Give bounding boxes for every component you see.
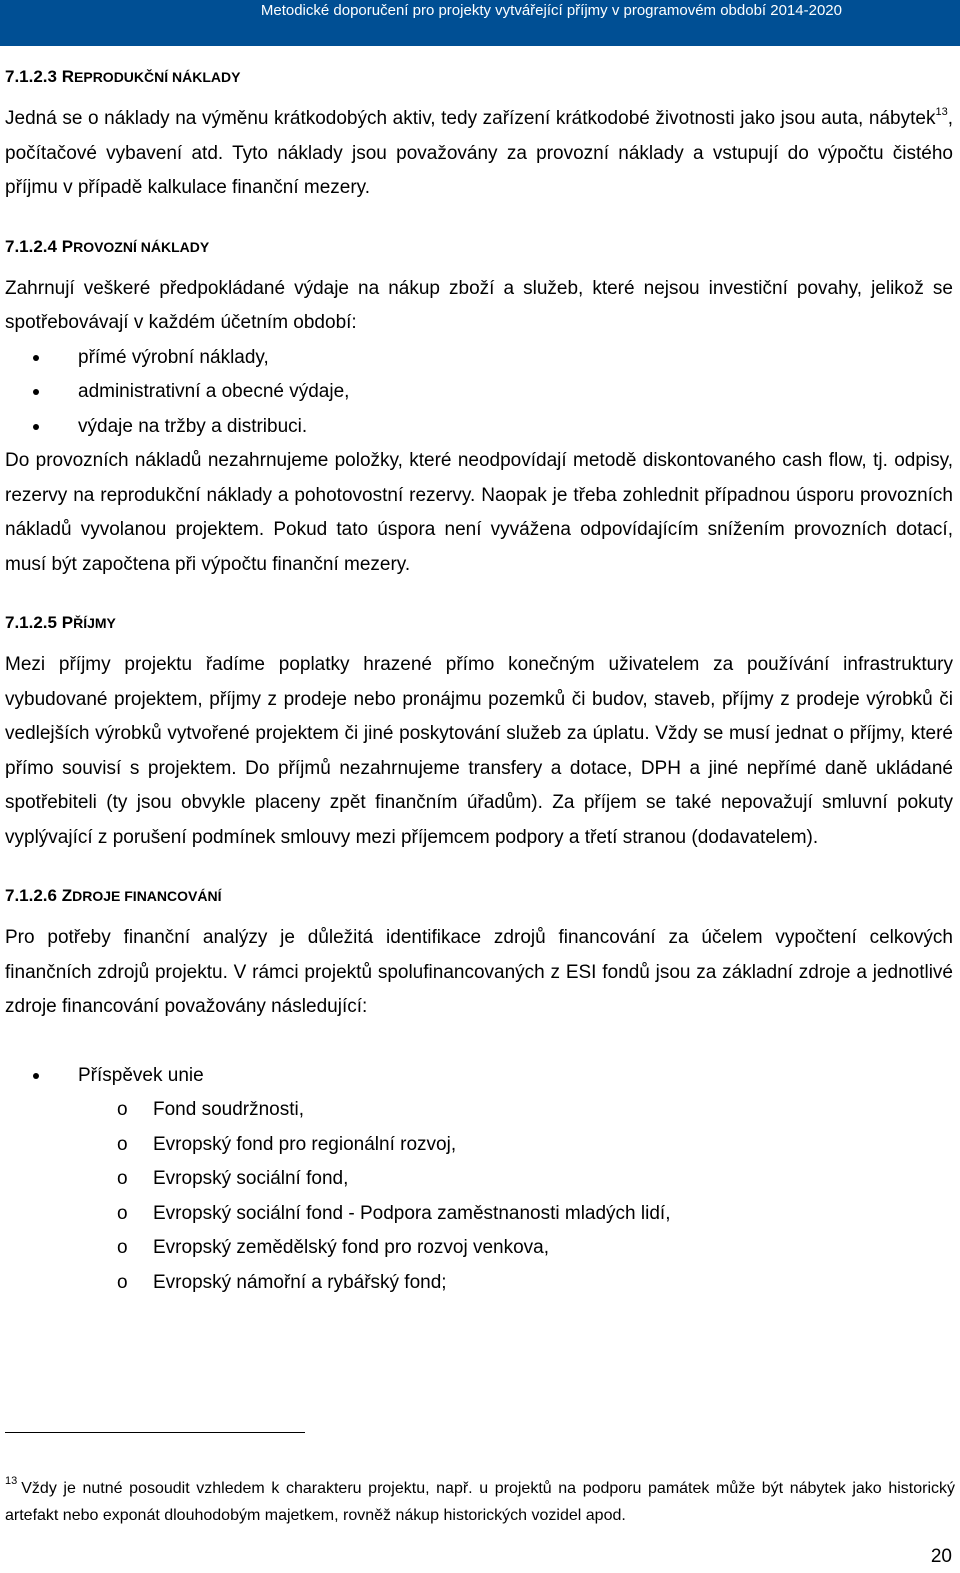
footnote-number: 13 bbox=[5, 1475, 18, 1487]
sub-bullet-marker: o bbox=[117, 1202, 128, 1224]
list-item bbox=[5, 375, 953, 410]
list-item bbox=[5, 410, 953, 445]
paragraph-provozni: Do provozních nákladů nezahrnujeme položky, které neodpovídají metodě diskontovaného cash flow, tj. odpisy, rezervy na reprodukční náklady a pohotovostní rezervy. Naopak je třeba zohlednit případnou úsporu provozních nákladů vyvolanou projektem. Pokud tato úspora není vyvážena odpovídajícím snížením provozních dotací, musí být započtena při výpočtu finanční mezery. bbox=[5, 450, 953, 575]
sub-list-fondy bbox=[5, 1093, 953, 1300]
paragraph-provozni-intro: Zahrnují veškeré předpokládané výdaje na nákup zboží a služeb, které nejsou investiční povahy, jelikož se spotřebovávají v každém účetním období: bbox=[5, 277, 953, 333]
sub-list-item bbox=[5, 1231, 953, 1266]
bullet-icon bbox=[33, 424, 39, 430]
section-title-initial: Z bbox=[61, 886, 73, 905]
section-title-initial: R bbox=[61, 67, 75, 86]
sub-list-item-text: Evropský námořní a rybářský fond; bbox=[153, 1271, 447, 1293]
section-title-rest: EPRODUKČNÍ NÁKLADY bbox=[74, 69, 241, 85]
paragraph-reprodukcni bbox=[5, 102, 953, 206]
sub-bullet-marker: o bbox=[117, 1168, 128, 1189]
sub-list-item bbox=[5, 1093, 953, 1128]
sub-list-item bbox=[5, 1128, 953, 1163]
sub-bullet-marker: o bbox=[117, 1133, 128, 1155]
bullet-icon bbox=[33, 389, 39, 395]
list-item bbox=[5, 1059, 953, 1094]
section-number: 7.1.2.6 bbox=[5, 886, 57, 905]
sub-bullet-marker: o bbox=[117, 1099, 128, 1120]
paragraph-zdroje: Pro potřeby finanční analýzy je důležitá identifikace zdrojů financování za účelem vypočtení celkových finančních zdrojů projektu. V rámci projektů spolufinancovaných z ESI fondů jsou za základní zdroje a jednotlivé zdroje financování považovány následující: bbox=[5, 927, 953, 1017]
list-item-text: přímé výrobní náklady, bbox=[78, 346, 269, 368]
sub-list-item bbox=[5, 1266, 953, 1301]
paragraph-prijmy: Mezi příjmy projektu řadíme poplatky hrazené přímo konečným uživatelem za používání infrastruktury vybudované projektem, příjmy z prodeje nebo pronájmu pozemků či budov, staveb, příjmy z prodeje výrobků či vedlejších výrobků vytvořené projektem či jiné poskytování služeb za úplatu. Vždy se musí jednat o příjmy, které přímo souvisí s projektem. Do příjmů nezahrnujeme transfery a dotace, DPH a jiné nepřímé daně ukládané spotřebiteli (ty jsou obvykle placeny zpět finančním úřadům). Za příjem se také nepovažují smluvní pokuty vyplývající z porušení podmínek smlouvy mezi příjemcem podpory a třetí stranou (dodavatelem). bbox=[5, 654, 953, 848]
section-title-rest: DROJE FINANCOVÁNÍ bbox=[72, 888, 222, 904]
section-title-initial: P bbox=[61, 613, 74, 632]
sub-list-item-text: Evropský zemědělský fond pro rozvoj venkova, bbox=[153, 1237, 550, 1258]
sub-list-item-text: Fond soudržnosti, bbox=[153, 1099, 305, 1120]
section-number: 7.1.2.3 bbox=[5, 67, 57, 86]
list-item-text: Příspěvek unie bbox=[78, 1064, 204, 1086]
section-heading-reprodukcni bbox=[5, 66, 953, 88]
bullet-list-provozni bbox=[5, 341, 953, 445]
footnote-reference[interactable]: 13 bbox=[935, 106, 948, 118]
bullet-list-zdroje bbox=[5, 1059, 953, 1094]
page-number: 20 bbox=[930, 1546, 952, 1567]
running-title: Metodické doporučení pro projekty vytvářející příjmy v programovém období 2014-2020 bbox=[260, 2, 842, 19]
sub-list-item-text: Evropský sociální fond, bbox=[153, 1168, 349, 1189]
section-title-rest: ŘÍJMY bbox=[73, 615, 116, 631]
section-title-rest: ROVOZNÍ NÁKLADY bbox=[73, 238, 210, 255]
bullet-icon bbox=[33, 355, 39, 361]
footnote bbox=[5, 1475, 955, 1529]
list-item bbox=[5, 341, 953, 376]
paragraph-text: Jedná se o náklady na výměnu krátkodobých aktiv, tedy zařízení krátkodobé životnosti jako jsou auta, nábytek bbox=[5, 108, 936, 129]
section-title-initial: P bbox=[61, 236, 74, 256]
sub-list-item-text: Evropský sociální fond - Podpora zaměstnanosti mladých lidí, bbox=[153, 1202, 671, 1224]
document-body bbox=[5, 66, 953, 1300]
sub-bullet-marker: o bbox=[117, 1271, 128, 1293]
footnote-text: Vždy je nutné posoudit vzhledem k charakteru projektu, např. u projektů na podporu památek může být nábytek jako historický artefakt nebo exponát dlouhodobým majetkem, rovněž nákup historických vozidel apod. bbox=[5, 1480, 955, 1524]
sub-list-item-text: Evropský fond pro regionální rozvoj, bbox=[153, 1133, 457, 1155]
section-heading-zdroje bbox=[5, 885, 953, 907]
paragraph-text: , počítačové vybavení atd. Tyto náklady jsou považovány za provozní náklady a vstupují do výpočtu čistého příjmu v případě kalkulace finanční mezery. bbox=[5, 108, 953, 198]
section-number: 7.1.2.5 bbox=[5, 613, 57, 632]
sub-list-item bbox=[5, 1197, 953, 1232]
list-item-text: administrativní a obecné výdaje, bbox=[78, 381, 350, 402]
footnote-separator bbox=[5, 1432, 305, 1433]
bullet-icon bbox=[33, 1073, 39, 1079]
section-number: 7.1.2.4 bbox=[5, 236, 57, 256]
section-heading-provozni bbox=[5, 236, 953, 258]
list-item-text: výdaje na tržby a distribuci. bbox=[78, 415, 308, 437]
section-heading-prijmy bbox=[5, 612, 953, 634]
sub-bullet-marker: o bbox=[117, 1237, 128, 1258]
header-bar bbox=[0, 0, 960, 46]
sub-list-item bbox=[5, 1162, 953, 1197]
